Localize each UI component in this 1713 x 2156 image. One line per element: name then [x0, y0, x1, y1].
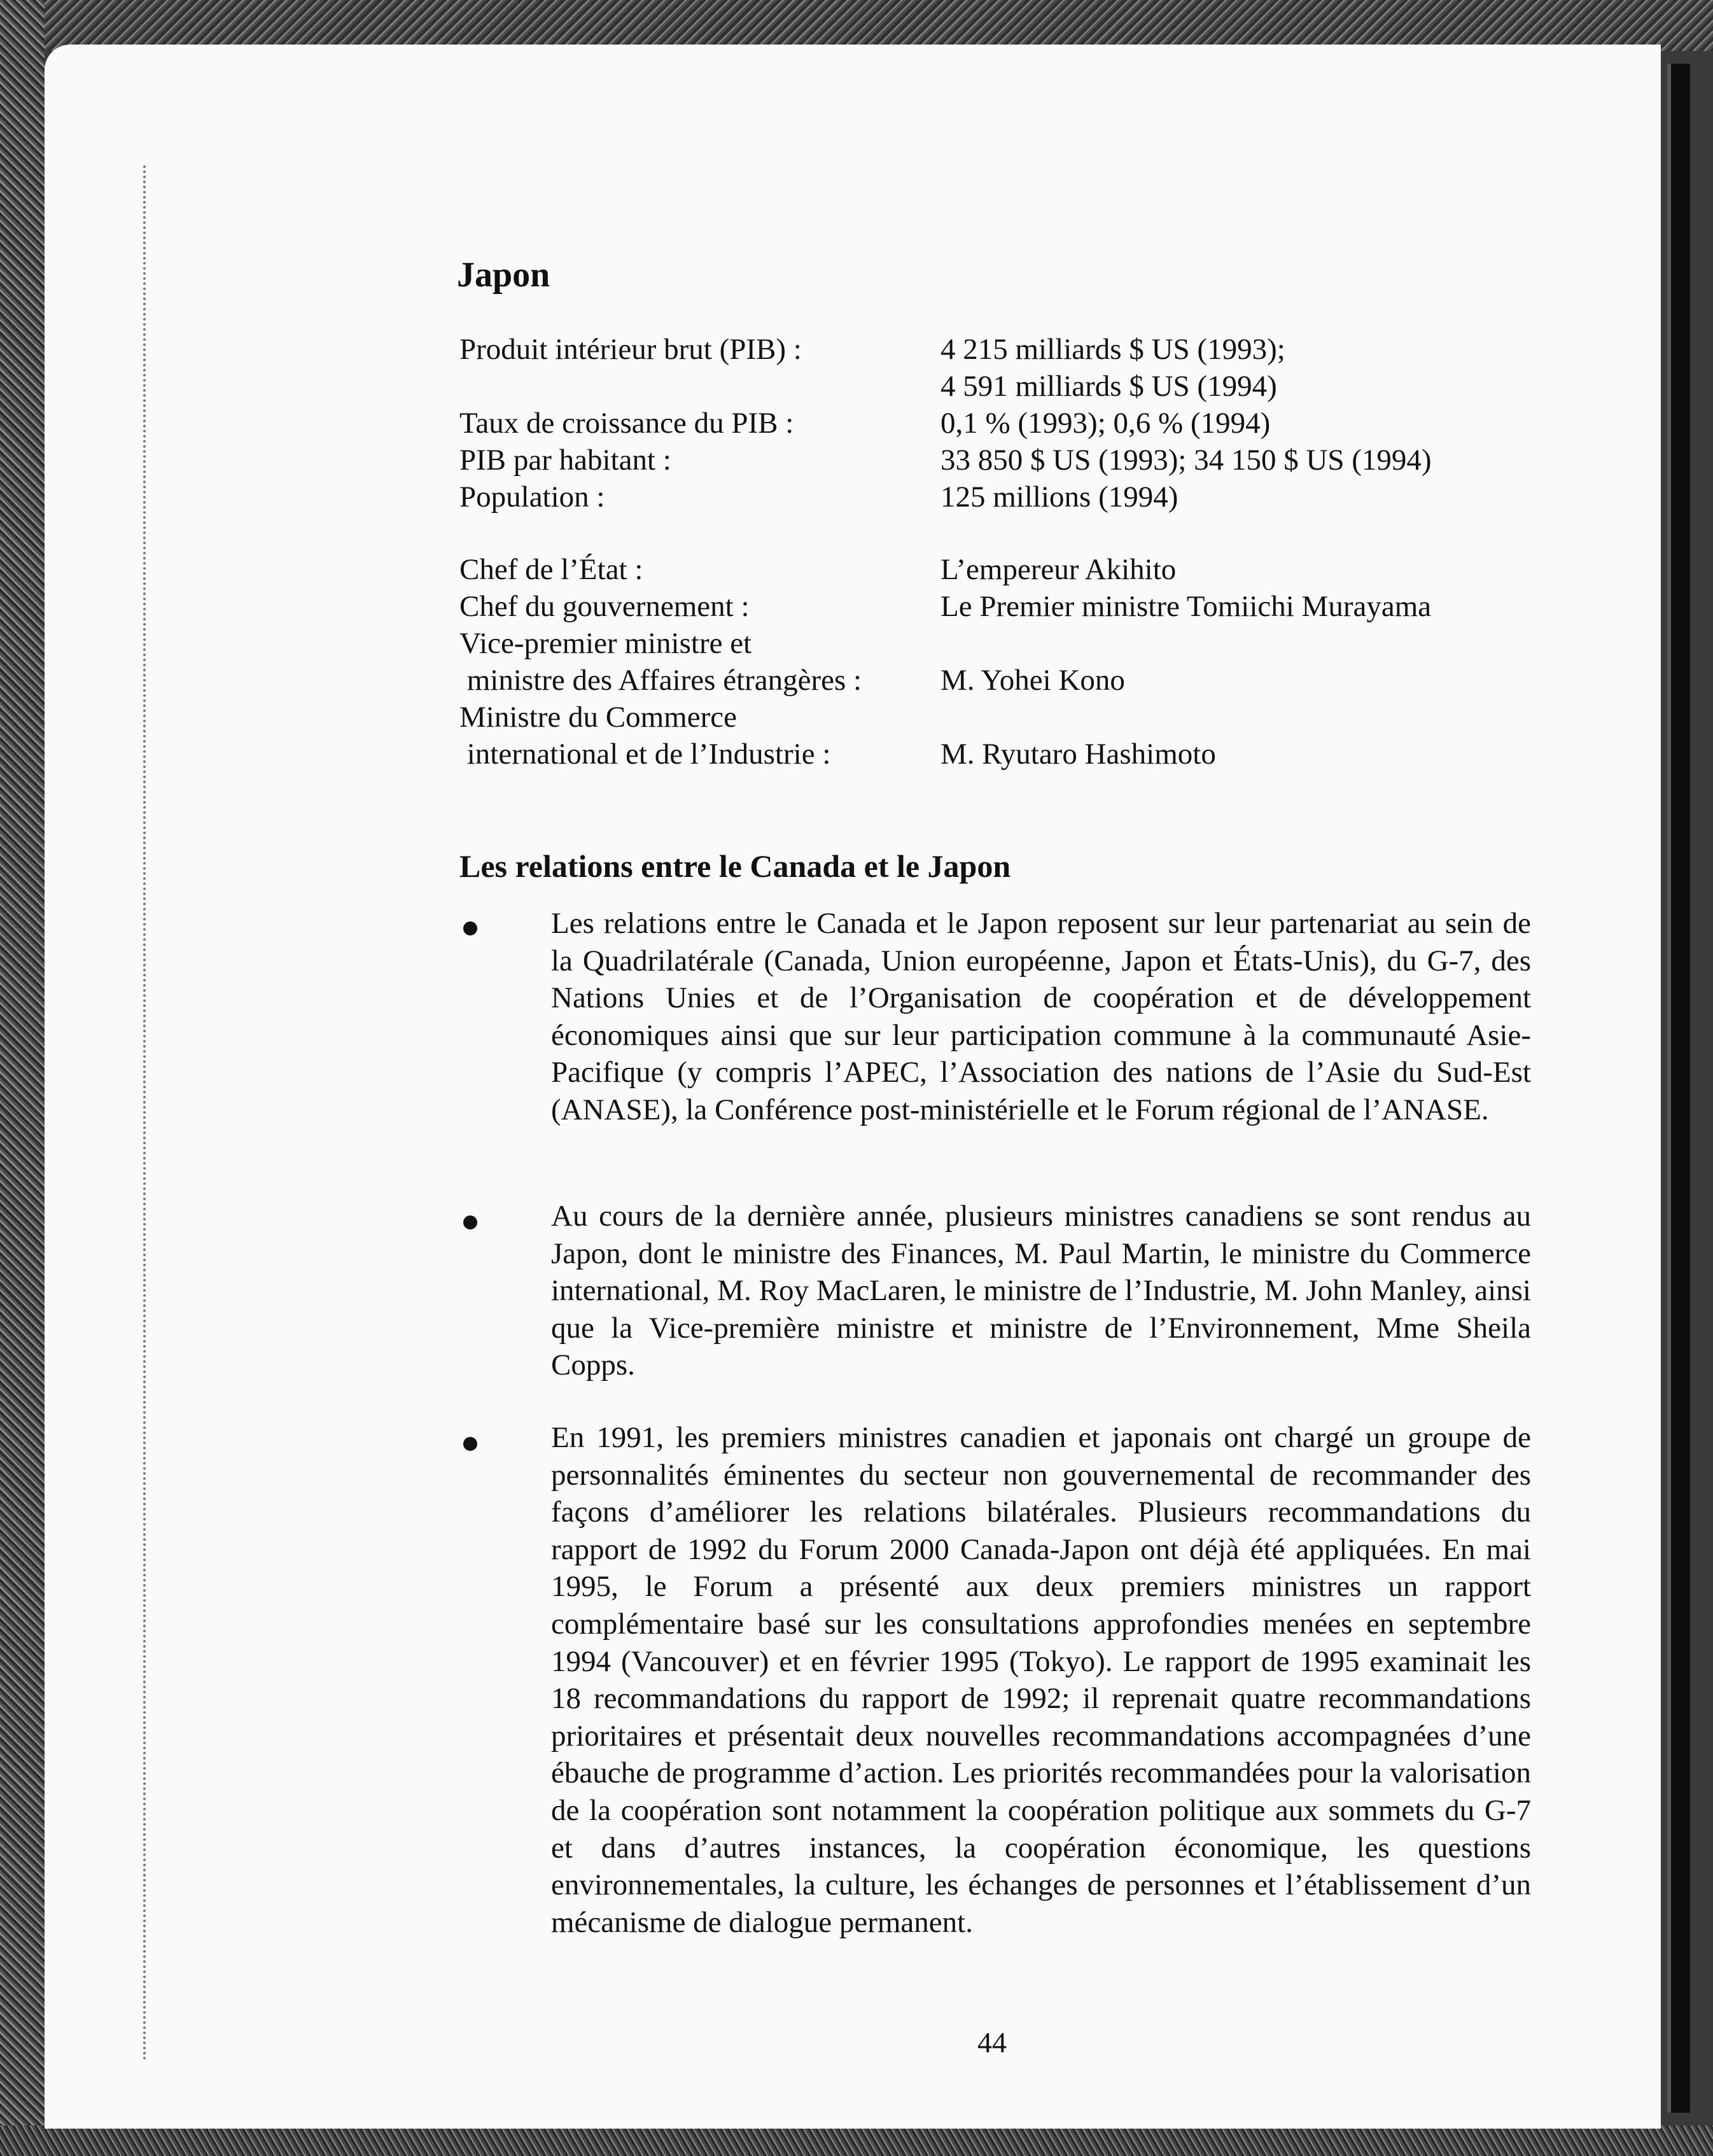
fact-label: ministre des Affaires étrangères :	[459, 664, 862, 697]
fact-label: Population :	[459, 480, 605, 514]
fact-label: PIB par habitant :	[459, 444, 671, 477]
fact-label: Produit intérieur brut (PIB) :	[459, 333, 802, 366]
section-title: Les relations entre le Canada et le Japon	[459, 848, 1011, 884]
fact-label: international et de l’Industrie :	[459, 738, 831, 771]
fact-value: L’empereur Akihito	[940, 553, 1177, 586]
bullet-paragraph: Les relations entre le Canada et le Japon reposent sur leur partenariat au sein de la Quadrilatérale (Canada, Union européenne, Japon et États-Unis), du G-7, des Nations Unies et de l’Organisation de coopération et de développement économiques ainsi que sur leur participation commune à la communauté Asie-Pacifique (y compris l’APEC, l’Association des nations de l’Asie du Sud-Est (ANASE), la Conférence post-ministérielle et le Forum régional de l’ANASE.	[551, 907, 1531, 1126]
bullet-dot-icon	[463, 921, 477, 935]
bullet-dot-icon	[463, 1215, 477, 1229]
fact-value: M. Yohei Kono	[940, 664, 1125, 697]
fact-label: Chef du gouvernement :	[459, 590, 750, 623]
fact-value: 4 591 milliards $ US (1994)	[940, 370, 1277, 403]
fact-label: Ministre du Commerce	[459, 701, 737, 734]
fact-value: 0,1 % (1993); 0,6 % (1994)	[940, 407, 1271, 440]
fact-value: M. Ryutaro Hashimoto	[940, 738, 1216, 771]
fact-label: Chef de l’État :	[459, 553, 643, 586]
fact-value: 4 215 milliards $ US (1993);	[940, 333, 1285, 366]
bullet-dot-icon	[463, 1437, 477, 1451]
fact-label: Taux de croissance du PIB :	[459, 407, 794, 440]
bullet-paragraph: En 1991, les premiers ministres canadien et japonais ont chargé un groupe de personnalités éminentes du secteur non gouvernemental de recommander des façons d’améliorer les relations bilatérales. Plusieurs recommandations du rapport de 1992 du Forum 2000 Canada-Japon ont déjà été appliquées. En mai 1995, le Forum a présenté aux deux premiers ministres un rapport complémentaire basé sur les consultations approfondies menées en septembre 1994 (Vancouver) et en février 1995 (Tokyo). Le rapport de 1995 examinait les 18 recommandations du rapport de 1992; il reprenait quatre recommandations prioritaires et présentait deux nouvelles recommandations accompagnées d’une ébauche de programme d’action. Les priorités recommandées pour la valorisation de la coopération sont notamment la coopération politique aux sommets du G-7 et dans d’autres instances, la coopération économique, les questions environnementales, la culture, les échanges de personnes et l’établissement d’un mécanisme de dialogue permanent.	[551, 1421, 1531, 1939]
page-title: Japon	[457, 255, 550, 295]
fact-value: Le Premier ministre Tomiichi Murayama	[940, 590, 1432, 623]
page-number: 44	[977, 2026, 1007, 2059]
fact-value: 125 millions (1994)	[940, 480, 1178, 514]
bullet-paragraph: Au cours de la dernière année, plusieurs ministres canadiens se sont rendus au Japon, dont le ministre des Finances, M. Paul Martin, le ministre du Commerce international, M. Roy MacLaren, le ministre de l’Industrie, M. John Manley, ainsi que la Vice-première ministre et ministre de l’Environnement, Mme Sheila Copps.	[551, 1200, 1531, 1382]
fact-value: 33 850 $ US (1993); 34 150 $ US (1994)	[940, 444, 1432, 477]
fact-label: Vice-premier ministre et	[459, 627, 752, 660]
